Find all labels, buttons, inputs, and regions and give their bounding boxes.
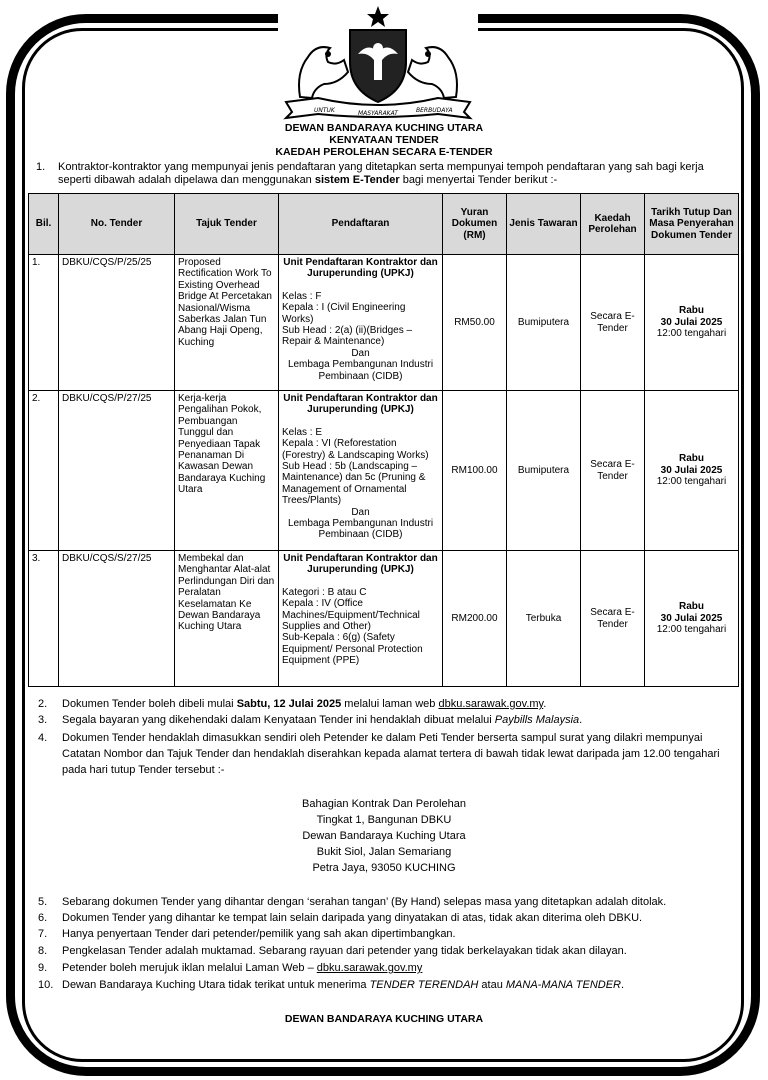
note-text: Hanya penyertaan Tender dari petender/pemilik yang sah akan dipertimbangkan. — [62, 928, 456, 940]
reg-kepala: Kepala : IV (Office Machines/Equipment/Technical Supplies and Other) — [282, 598, 420, 633]
note-number: 9. — [38, 962, 48, 974]
cell-tarikh — [645, 391, 739, 551]
sale-date: Sabtu, 12 Julai 2025 — [236, 698, 342, 710]
tender-table — [28, 193, 739, 687]
cell-no: DBKU/CQS/S/27/25 — [59, 551, 175, 687]
dbku-crest-logo — [278, 2, 478, 120]
crest-motto-right: BERBUDAYA — [416, 107, 453, 114]
emphasis-text: TENDER TERENDAH — [369, 979, 479, 991]
reg-kepala: Kepala : I (Civil Engineering Works) — [282, 302, 406, 325]
note-5 — [38, 896, 738, 909]
closing-date: 30 Julai 2025 — [660, 464, 723, 476]
note-number: 2. — [38, 698, 48, 710]
note-number: 7. — [38, 928, 48, 940]
note-text: Pengkelasan Tender adalah muktamad. Sebarang rayuan dari petender yang tidak berkelayakan tidak akan dilayan. — [62, 945, 627, 957]
closing-day: Rabu — [679, 305, 704, 317]
cell-tajuk: Membekal dan Menghantar Alat-alat Perlindungan Diri dan Peralatan Keselamatan Ke Dewan Bandaraya Kuching Utara — [175, 551, 279, 687]
heading-organisation: DEWAN BANDARAYA KUCHING UTARA — [284, 122, 484, 134]
reg-subhead: Sub Head : 5b (Landscaping – Maintenance) dan 5c (Pruning & Management of Ornamental Trees/Plants) — [282, 461, 426, 507]
cell-yuran: RM200.00 — [443, 551, 507, 687]
address-line: Bahagian Kontrak Dan Perolehan — [302, 798, 466, 810]
cell-tajuk: Proposed Rectification Work To Existing Overhead Bridge At Percetakan Nasional/Wisma Saberkas Jalan Tun Abang Haji Openg, Kuching — [175, 255, 279, 391]
reg-kelas: Kelas : F — [282, 290, 322, 302]
cell-pendaftaran — [279, 551, 443, 687]
table-row — [29, 551, 739, 687]
closing-date: 30 Julai 2025 — [660, 612, 723, 624]
reg-cidb: Lembaga Pembangunan Industri Pembinaan (CIDB) — [287, 518, 434, 541]
note-text: . — [543, 698, 547, 710]
note-number: 8. — [38, 945, 48, 957]
footer-organisation: DEWAN BANDARAYA KUCHING UTARA — [284, 1013, 484, 1025]
col-header-kaedah: Kaedah Perolehan — [581, 194, 645, 255]
note-text: Petender boleh merujuk iklan melalui Laman Web – — [62, 962, 317, 974]
note-6 — [38, 912, 738, 925]
intro-paragraph — [36, 161, 736, 187]
note-text: atau — [478, 979, 506, 991]
intro-text-a: Kontraktor-kontraktor yang mempunyai jenis pendaftaran yang ditetapkan serta mempunyai tempoh pendaftaran yang sah bagi kerja seperti dibawah adalah dipelawa dan menggunakan — [58, 161, 704, 186]
website-link[interactable]: dbku.sarawak.gov.my — [438, 698, 544, 710]
note-number: 4. — [38, 732, 48, 744]
cell-bil: 1. — [29, 255, 59, 391]
col-header-bil: Bil. — [29, 194, 59, 255]
crest-motto-left: UNTUK — [314, 107, 335, 114]
submission-address — [0, 796, 768, 876]
closing-day: Rabu — [679, 453, 704, 465]
cell-kaedah: Secara E-Tender — [581, 551, 645, 687]
cell-pendaftaran — [279, 391, 443, 551]
cell-jenis: Terbuka — [507, 551, 581, 687]
note-2 — [38, 698, 738, 711]
heading-method: KAEDAH PEROLEHAN SECARA E-TENDER — [275, 146, 493, 158]
col-header-pendaftaran: Pendaftaran — [279, 194, 443, 255]
col-header-tarikh: Tarikh Tutup Dan Masa Penyerahan Dokumen Tender — [645, 194, 739, 255]
reg-dan: Dan — [351, 506, 370, 518]
reg-cidb: Lembaga Pembangunan Industri Pembinaan (CIDB) — [287, 359, 434, 382]
col-header-yuran: Yuran Dokumen (RM) — [443, 194, 507, 255]
intro-text-b: bagi menyertai Tender berikut :- — [399, 174, 558, 186]
website-link[interactable]: dbku.sarawak.gov.my — [316, 962, 423, 974]
cell-bil: 2. — [29, 391, 59, 551]
note-4 — [38, 730, 730, 778]
reg-dan: Dan — [351, 347, 370, 359]
closing-time: 12:00 tengahari — [656, 624, 727, 636]
cell-tarikh — [645, 255, 739, 391]
cell-tajuk: Kerja-kerja Pengalihan Pokok, Pembuangan Tunggul dan Penyediaan Tapak Penanaman Di Kawasan Dewan Bandaraya Kuching Utara — [175, 391, 279, 551]
closing-time: 12:00 tengahari — [656, 476, 727, 488]
reg-kelas: Kelas : E — [282, 426, 323, 438]
reg-kategori: Kategori : B atau C — [282, 586, 367, 598]
closing-day: Rabu — [679, 601, 704, 613]
intro-text-bold: sistem E-Tender — [314, 174, 400, 186]
closing-date: 30 Julai 2025 — [660, 316, 723, 328]
cell-jenis: Bumiputera — [507, 255, 581, 391]
closing-time: 12:00 tengahari — [656, 328, 727, 340]
cell-pendaftaran — [279, 255, 443, 391]
cell-bil: 3. — [29, 551, 59, 687]
address-line: Dewan Bandaraya Kuching Utara — [302, 830, 466, 842]
heading-notice: KENYATAAN TENDER — [329, 134, 439, 146]
note-number: 5. — [38, 896, 48, 908]
cell-no: DBKU/CQS/P/27/25 — [59, 391, 175, 551]
note-number: 6. — [38, 912, 48, 924]
table-row — [29, 391, 739, 551]
address-line: Petra Jaya, 93050 KUCHING — [312, 862, 456, 874]
reg-kepala: Kepala : VI (Reforestation (Forestry) & Landscaping Works) — [282, 438, 429, 461]
note-8 — [38, 945, 738, 958]
note-text: Sebarang dokumen Tender yang dihantar dengan ‘serahan tangan’ (By Hand) selepas masa yang ditetapkan adalah ditolak. — [62, 896, 667, 908]
reg-heading: Unit Pendaftaran Kontraktor dan Juruperunding (UPKJ) — [283, 553, 438, 576]
reg-subhead: Sub Head : 2(a) (ii)(Bridges – Repair & Maintenance) — [282, 325, 413, 348]
note-text: Dokumen Tender boleh dibeli mulai — [62, 698, 237, 710]
reg-subkepala: Sub-Kepala : 6(g) (Safety Equipment/ Personal Protection Equipment (PPE) — [282, 632, 423, 667]
col-header-no: No. Tender — [59, 194, 175, 255]
note-text: Dewan Bandaraya Kuching Utara tidak terikat untuk menerima — [62, 979, 370, 991]
note-text: melalui laman web — [341, 698, 439, 710]
cell-jenis: Bumiputera — [507, 391, 581, 551]
col-header-tajuk: Tajuk Tender — [175, 194, 279, 255]
note-number: 3. — [38, 714, 48, 726]
note-text: Segala bayaran yang dikehendaki dalam Kenyataan Tender ini hendaklah dibuat melalui — [62, 714, 495, 726]
address-line: Bukit Siol, Jalan Semariang — [316, 846, 452, 858]
note-3 — [38, 714, 738, 727]
note-7 — [38, 928, 738, 941]
cell-kaedah: Secara E-Tender — [581, 391, 645, 551]
note-9 — [38, 962, 738, 975]
table-header-row — [29, 194, 739, 255]
note-text: . — [621, 979, 625, 991]
note-text: Dokumen Tender yang dihantar ke tempat lain selain daripada yang dinyatakan di atas, tidak akan diterima oleh DBKU. — [62, 912, 643, 924]
crest-motto-middle: MASYARAKAT — [358, 110, 398, 117]
cell-yuran: RM100.00 — [443, 391, 507, 551]
payment-method: Paybills Malaysia — [494, 714, 580, 726]
reg-heading: Unit Pendaftaran Kontraktor dan Juruperunding (UPKJ) — [283, 393, 438, 416]
cell-kaedah: Secara E-Tender — [581, 255, 645, 391]
cell-no: DBKU/CQS/P/25/25 — [59, 255, 175, 391]
note-text: Dokumen Tender hendaklah dimasukkan sendiri oleh Petender ke dalam Peti Tender berserta sampul surat yang dilakri mempunyai Catatan Nombor dan Tajuk Tender dan hendaklah diserahkan kepada alamat tertera di bawah tidak lewat daripada jam 12.00 tengahari pada hari tutup Tender tersebut :- — [62, 732, 720, 776]
intro-number: 1. — [36, 161, 46, 173]
table-row — [29, 255, 739, 391]
address-line: Tingkat 1, Bangunan DBKU — [316, 814, 452, 826]
note-10 — [38, 979, 738, 992]
cell-yuran: RM50.00 — [443, 255, 507, 391]
note-text: . — [579, 714, 583, 726]
emphasis-text: MANA-MANA TENDER — [505, 979, 621, 991]
cell-tarikh — [645, 551, 739, 687]
reg-heading: Unit Pendaftaran Kontraktor dan Juruperunding (UPKJ) — [283, 257, 438, 280]
col-header-jenis: Jenis Tawaran — [507, 194, 581, 255]
note-number: 10. — [38, 979, 54, 991]
